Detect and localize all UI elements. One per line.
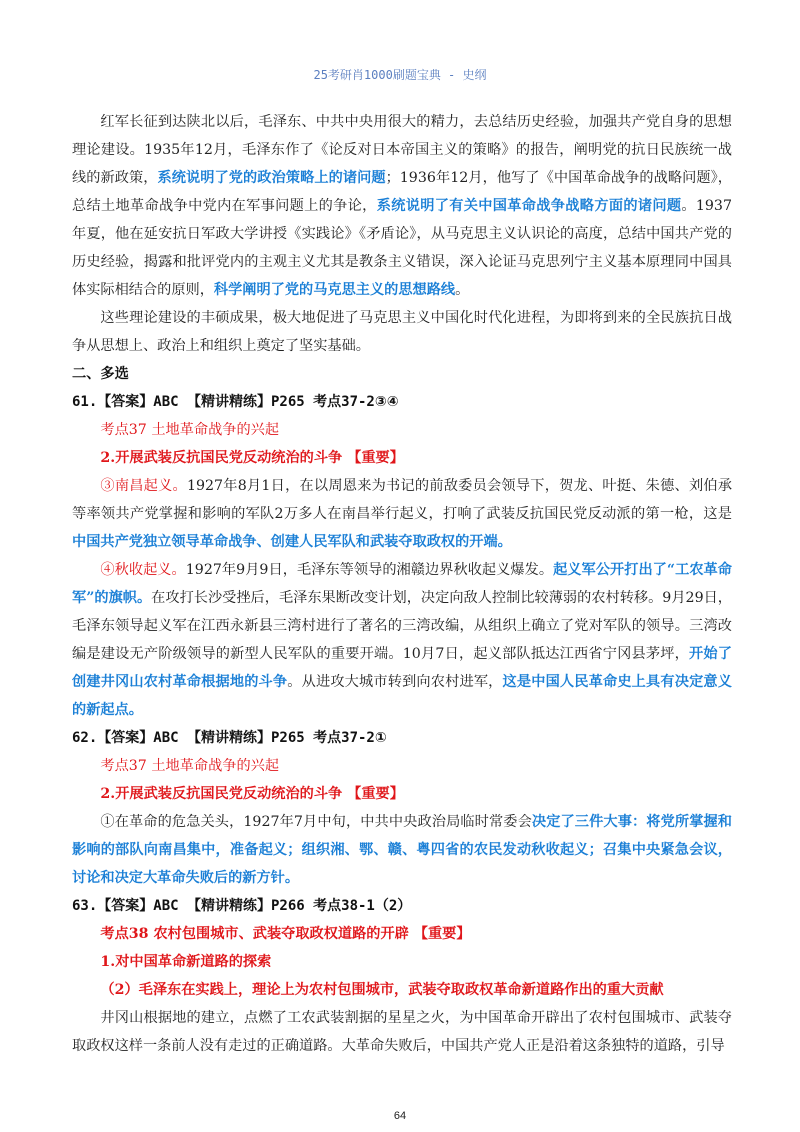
document-body bbox=[72, 108, 732, 1060]
page-header: 25考研肖1000刷题宝典 - 史纲 bbox=[313, 68, 487, 82]
q61-answer-line: 61.【答案】ABC 【精讲精练】P265 考点37-2③④ bbox=[72, 394, 399, 410]
section-title: 二、多选 bbox=[72, 366, 129, 382]
q61-paragraph-2: ④秋收起义。1927年9月9日，毛泽东等领导的湘赣边界秋收起义爆发。起义军公开打出了“工农革命军”的旗帜。在攻打长沙受挫后，毛泽东果断改变计划，决定向敌人控制比较薄弱的农村转移。9月29日，毛泽东领导起义军在江西永新县三湾村进行了著名的三湾改编，从组织上确立了党对军队的领导。三湾改编是建设无产阶级领导的新型人民军队的重要开端。10月7日，起义部队抵达江西省宁冈县茅坪，开始了创建井冈山农村革命根据地的斗争。从进攻大城市转到向农村进军，这是中国人民革命史上具有决定意义的新起点。 bbox=[72, 562, 732, 718]
q62-subtopic: 2.开展武装反抗国民党反动统治的斗争 【重要】 bbox=[100, 786, 404, 802]
q62-answer-line: 62.【答案】ABC 【精讲精练】P265 考点37-2① bbox=[72, 730, 387, 746]
q63-answer-line: 63.【答案】ABC 【精讲精练】P266 考点38-1（2） bbox=[72, 898, 412, 914]
q63-point: （2）毛泽东在实践上，理论上为农村包围城市，武装夺取政权革命新道路作出的重大贡献 bbox=[100, 982, 664, 998]
intro-paragraph-2: 这些理论建设的丰硕成果，极大地促进了马克思主义中国化时代化进程，为即将到来的全民族抗日战争从思想上、政治上和组织上奠定了坚实基础。 bbox=[72, 310, 732, 354]
q63-paragraph-1: 井冈山根据地的建立，点燃了工农武装割据的星星之火，为中国革命开辟出了农村包围城市、武装夺取政权这样一条前人没有走过的正确道路。大革命失败后，中国共产党人正是沿着这条独特的道路，引导 bbox=[72, 1010, 732, 1054]
q62-paragraph-1: ①在革命的危急关头，1927年7月中旬，中共中央政治局临时常委会决定了三件大事：将党所掌握和影响的部队向南昌集中，准备起义；组织湘、鄂、赣、粤四省的农民发动秋收起义；召集中央紧急会议，讨论和决定大革命失败后的新方针。 bbox=[72, 814, 732, 886]
page-number: 64 bbox=[393, 1110, 407, 1122]
q61-subtopic: 2.开展武装反抗国民党反动统治的斗争 【重要】 bbox=[100, 450, 404, 466]
highlight: 系统说明了有关中国革命战争战略方面的诸问题 bbox=[376, 198, 682, 214]
q61-paragraph-1: ③南昌起义。1927年8月1日，在以周恩来为书记的前敌委员会领导下，贺龙、叶挺、朱德、刘伯承等率领共产党掌握和影响的军队2万多人在南昌举行起义，打响了武装反抗国民党反动派的第一枪，这是中国共产党独立领导革命战争、创建人民军队和武装夺取政权的开端。 bbox=[72, 478, 732, 550]
highlight: 系统说明了党的政治策略上的诸问题 bbox=[157, 170, 386, 186]
q63-topic: 考点38 农村包围城市、武装夺取政权道路的开辟 【重要】 bbox=[100, 926, 471, 942]
intro-paragraph-1: 红军长征到达陕北以后，毛泽东、中共中央用很大的精力，去总结历史经验，加强共产党自身的思想理论建设。1935年12月，毛泽东作了《论反对日本帝国主义的策略》的报告，阐明党的抗日民族统一战线的新政策，系统说明了党的政治策略上的诸问题；1936年12月，他写了《中国革命战争的战略问题》，总结土地革命战争中党内在军事问题上的争论，系统说明了有关中国革命战争战略方面的诸问题。1937年夏，他在延安抗日军政大学讲授《实践论》《矛盾论》，从马克思主义认识论的高度，总结中国共产党的历史经验，揭露和批评党内的主观主义尤其是教条主义错误，深入论证马克思列宁主义基本原理同中国具体实际相结合的原则，科学阐明了党的马克思主义的思想路线。 bbox=[72, 114, 732, 298]
highlight: 科学阐明了党的马克思主义的思想路线 bbox=[213, 282, 456, 298]
q62-topic: 考点37 土地革命战争的兴起 bbox=[100, 758, 280, 774]
q61-topic: 考点37 土地革命战争的兴起 bbox=[100, 422, 280, 438]
q63-subtopic: 1.对中国革命新道路的探索 bbox=[100, 954, 272, 970]
